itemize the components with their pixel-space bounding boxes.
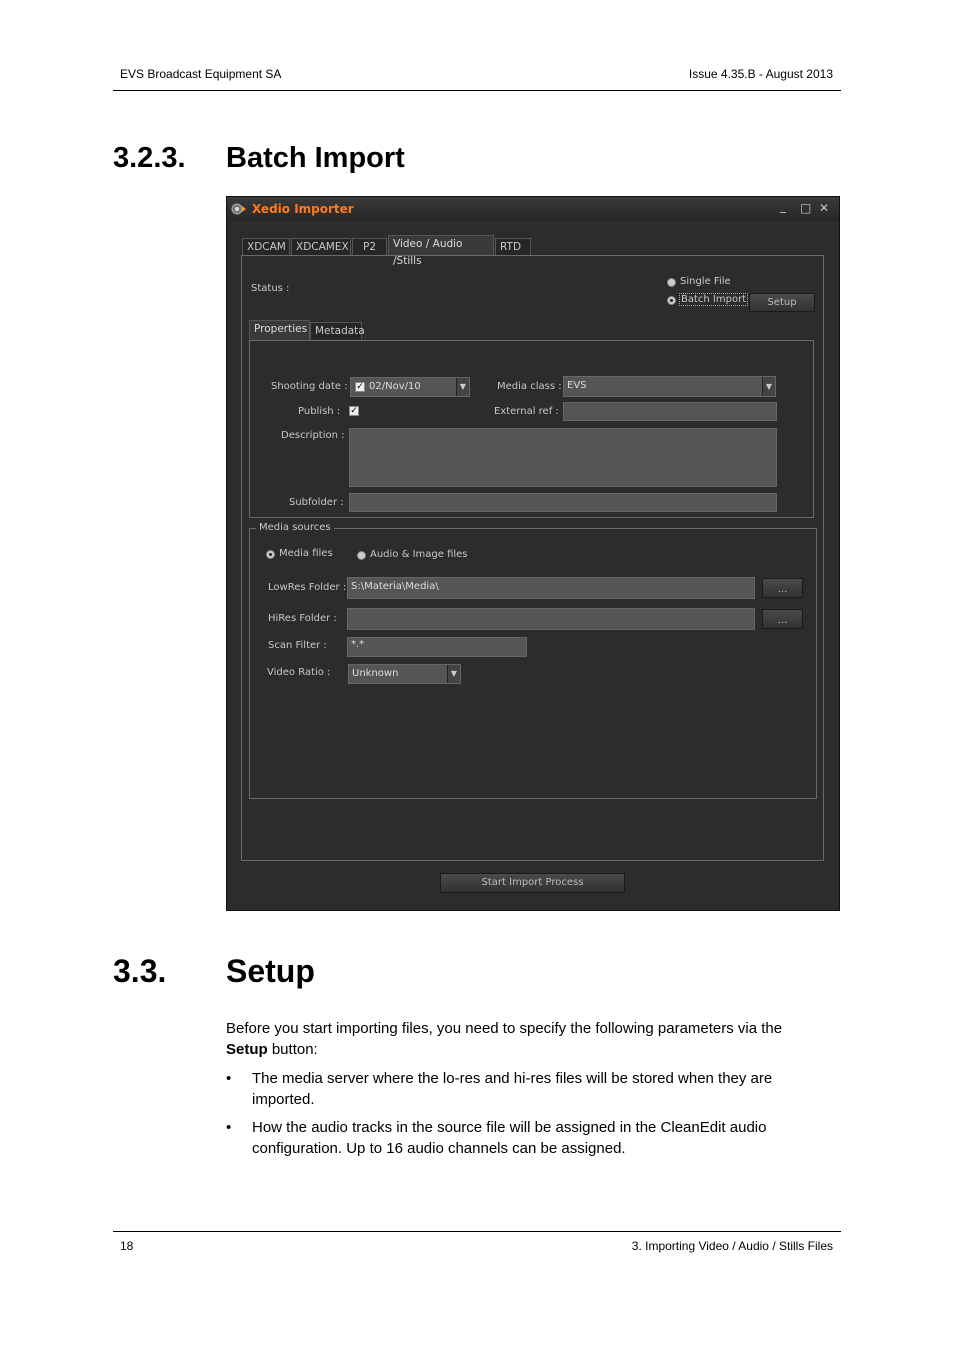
chevron-down-icon[interactable]: ▼ bbox=[762, 377, 775, 396]
intro-after: button: bbox=[267, 1041, 318, 1058]
external-ref-label: External ref : bbox=[494, 406, 559, 417]
chevron-down-icon[interactable]: ▼ bbox=[456, 378, 469, 396]
minimize-button[interactable]: _ bbox=[780, 199, 786, 213]
bullet-item bbox=[252, 1117, 852, 1159]
header-issue: Issue 4.35.B - August 2013 bbox=[688, 67, 833, 81]
media-sources-label: Media sources bbox=[256, 522, 334, 533]
intro-text: Before you start importing files, you need to specify the following parameters via the bbox=[226, 1020, 783, 1037]
tab-xdcam[interactable]: XDCAM bbox=[242, 238, 290, 255]
single-file-label: Single File bbox=[680, 276, 731, 287]
audio-image-files-radio[interactable] bbox=[357, 551, 366, 560]
bullet-line: imported. bbox=[252, 1091, 315, 1108]
footer-page-number: 18 bbox=[120, 1239, 134, 1253]
audio-image-files-label: Audio & Image files bbox=[370, 549, 468, 560]
batch-import-label: Batch Import bbox=[681, 294, 747, 305]
start-import-button[interactable]: Start Import Process bbox=[440, 873, 625, 893]
maximize-button[interactable]: □ bbox=[800, 201, 812, 215]
hires-browse-button[interactable]: ... bbox=[762, 609, 803, 629]
hires-folder-field[interactable] bbox=[347, 608, 755, 630]
footer-rule bbox=[113, 1231, 841, 1232]
subtab-properties[interactable]: Properties bbox=[249, 320, 310, 340]
tab-video-audio-stills[interactable]: Video / Audio /Stills bbox=[388, 235, 494, 255]
lowres-folder-label: LowRes Folder : bbox=[268, 582, 347, 593]
bullet-line: How the audio tracks in the source file will be assigned in the CleanEdit audio bbox=[252, 1119, 767, 1136]
section-title-setup: Setup bbox=[226, 953, 315, 989]
tab-rtd[interactable]: RTD bbox=[495, 238, 531, 255]
media-files-radio[interactable] bbox=[266, 550, 275, 559]
footer-chapter: 3. Importing Video / Audio / Stills Files bbox=[631, 1239, 833, 1253]
subfolder-field[interactable] bbox=[349, 493, 777, 512]
section-title: Batch Import bbox=[226, 142, 405, 174]
header-company: EVS Broadcast Equipment SA bbox=[120, 67, 282, 81]
lowres-folder-field[interactable]: S:\Materia\Media\ bbox=[347, 577, 755, 599]
video-ratio-label: Video Ratio : bbox=[267, 667, 331, 678]
lowres-browse-button[interactable]: ... bbox=[762, 578, 803, 598]
tab-xdcamex[interactable]: XDCAMEX bbox=[291, 238, 351, 255]
bullet-marker: • bbox=[226, 1119, 232, 1136]
media-sources-group bbox=[249, 522, 817, 799]
bullet-line: configuration. Up to 16 audio channels can be assigned. bbox=[252, 1140, 626, 1157]
section-number: 3.2.3. bbox=[113, 142, 186, 174]
single-file-radio[interactable] bbox=[667, 278, 676, 287]
window-titlebar bbox=[227, 197, 839, 221]
subtab-metadata[interactable]: Metadata bbox=[310, 322, 362, 339]
setup-button[interactable]: Setup bbox=[749, 293, 815, 312]
bullet-marker: • bbox=[226, 1070, 232, 1087]
window-title: Xedio Importer bbox=[252, 202, 354, 216]
section-number-setup: 3.3. bbox=[113, 953, 167, 989]
header-rule bbox=[113, 90, 841, 91]
external-ref-field[interactable] bbox=[563, 402, 777, 421]
batch-import-radio[interactable] bbox=[667, 296, 676, 305]
subfolder-label: Subfolder : bbox=[289, 497, 344, 508]
status-label: Status : bbox=[251, 283, 290, 294]
shooting-date-field[interactable] bbox=[350, 377, 470, 397]
shooting-date-checkbox[interactable]: ✓ bbox=[356, 382, 364, 392]
intro-setup-bold: Setup bbox=[226, 1041, 268, 1058]
publish-label: Publish : bbox=[298, 406, 341, 417]
description-field[interactable] bbox=[349, 428, 777, 487]
video-ratio-value: Unknown bbox=[352, 668, 399, 679]
intro-paragraph bbox=[226, 1018, 846, 1060]
media-class-label: Media class : bbox=[497, 381, 562, 392]
bullet-item bbox=[252, 1068, 852, 1110]
hires-folder-label: HiRes Folder : bbox=[268, 613, 337, 624]
scan-filter-label: Scan Filter : bbox=[268, 640, 327, 651]
video-ratio-select[interactable] bbox=[348, 664, 461, 684]
xedio-importer-window bbox=[226, 196, 840, 911]
media-class-select[interactable] bbox=[563, 376, 776, 397]
description-label: Description : bbox=[281, 430, 345, 441]
media-class-value: EVS bbox=[567, 380, 587, 391]
main-panel bbox=[241, 255, 824, 861]
app-logo-icon bbox=[231, 203, 247, 215]
scan-filter-field[interactable]: *.* bbox=[347, 637, 527, 657]
tab-p2[interactable]: P2 bbox=[352, 238, 387, 255]
chevron-down-icon[interactable]: ▼ bbox=[447, 665, 460, 683]
close-button[interactable]: ✕ bbox=[819, 201, 830, 215]
shooting-date-value: 02/Nov/10 bbox=[369, 381, 421, 392]
shooting-date-label: Shooting date : bbox=[271, 381, 348, 392]
bullet-line: The media server where the lo-res and hi-res files will be stored when they are bbox=[252, 1070, 773, 1087]
properties-panel bbox=[249, 340, 814, 518]
media-files-label: Media files bbox=[279, 548, 333, 559]
publish-checkbox[interactable]: ✓ bbox=[350, 406, 358, 416]
